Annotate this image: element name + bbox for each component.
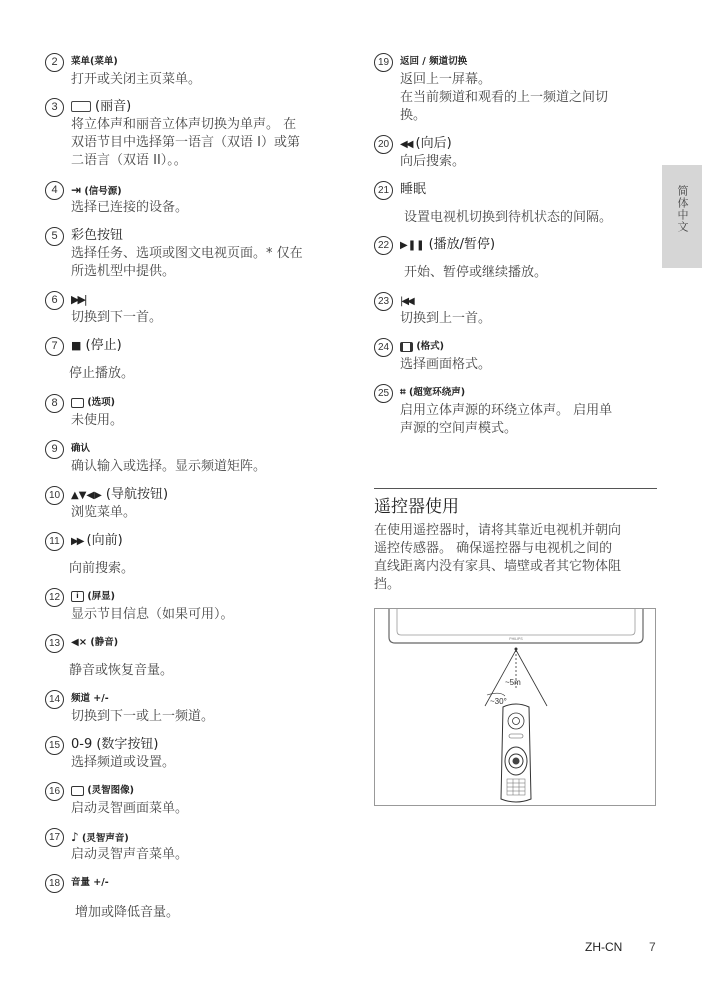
item-number: 3 <box>45 98 64 117</box>
item-desc: 选择频道或设置。 <box>71 755 176 770</box>
section-body-line: 直线距离内没有家具、墙壁或者其它物体阻 <box>374 559 622 574</box>
item-desc: 浏览菜单。 <box>71 505 137 520</box>
item-number: 5 <box>45 227 64 246</box>
item-title: (信号源) <box>84 186 122 197</box>
section-body-line: 在使用遥控器时，请将其靠近电视机并朝向 <box>374 523 622 538</box>
mono-stereo-icon <box>71 101 91 112</box>
play-pause-icon: ▶❚❚ <box>400 240 425 251</box>
item-title: 睡眠 <box>400 182 427 197</box>
item-number: 7 <box>45 337 64 356</box>
item-number: 2 <box>45 53 64 72</box>
item-title: 频道 +/- <box>71 693 109 704</box>
item-number: 25 <box>374 384 393 403</box>
item-desc: 向后搜索。 <box>400 154 466 169</box>
language-tab <box>662 165 702 268</box>
section-divider <box>374 488 657 489</box>
item-desc: 切换到下一或上一频道。 <box>71 709 215 724</box>
item-number: 21 <box>374 181 393 200</box>
format-icon <box>400 342 413 352</box>
item-title: (静音) <box>90 637 119 648</box>
item-number: 11 <box>45 532 64 551</box>
navigation-arrows-icon: ▲▼◀▶ <box>71 490 102 501</box>
item-number: 4 <box>45 181 64 200</box>
item-number: 15 <box>45 736 64 755</box>
item-number: 20 <box>374 135 393 154</box>
angle-arc <box>487 693 505 696</box>
item-title: (灵智声音) <box>81 833 129 844</box>
item-desc: 静音或恢复音量。 <box>69 663 174 678</box>
item-desc: 选择任务、选项或图文电视页面。* 仅在 <box>71 246 303 261</box>
stop-icon: ■ <box>71 339 82 352</box>
remote-control-drawing <box>501 704 531 802</box>
item-desc: 切换到下一首。 <box>71 310 163 325</box>
item-title: (屏显) <box>87 591 115 602</box>
item-title: (丽音) <box>95 99 132 114</box>
item-number: 22 <box>374 236 393 255</box>
info-icon: i <box>71 591 84 602</box>
item-title: (向后) <box>415 136 452 151</box>
item-desc: 显示节目信息（如果可用）。 <box>71 607 234 622</box>
tv-remote-diagram <box>375 609 656 806</box>
item-number: 16 <box>45 782 64 801</box>
section-body <box>374 522 654 594</box>
item-desc: 启动灵智声音菜单。 <box>71 847 189 862</box>
smart-picture-icon <box>71 786 84 796</box>
item-desc: 停止播放。 <box>69 366 135 381</box>
tv-screen <box>397 609 635 635</box>
item-desc: 双语节目中选择第一语言（双语 I）或第 <box>71 135 300 150</box>
item-title: (超宽环绕声) <box>408 387 466 398</box>
item-desc: 向前搜索。 <box>69 561 135 576</box>
section-body-line: 遥控传感器。 确保遥控器与电视机之间的 <box>374 541 613 556</box>
source-icon: ⇥ <box>71 183 82 197</box>
item-title: 确认 <box>71 443 91 454</box>
footer-language-code: ZH-CN <box>585 940 623 954</box>
item-number: 24 <box>374 338 393 357</box>
tv-brand: PHILIPS <box>509 637 523 641</box>
item-desc: 未使用。 <box>71 413 124 428</box>
item-desc: 所选机型中提供。 <box>71 264 176 279</box>
surround-icon: ⌗ <box>400 387 406 398</box>
item-desc: 返回上一屏幕。 <box>400 72 492 87</box>
item-desc: 增加或降低音量。 <box>75 905 180 920</box>
forward-icon: ▶▶ <box>71 536 83 547</box>
item-number: 6 <box>45 291 64 310</box>
item-number: 13 <box>45 634 64 653</box>
item-title: (选项) <box>87 397 115 408</box>
section-title: 遥控器使用 <box>374 497 459 517</box>
item-title: (停止) <box>85 338 122 353</box>
item-title: 菜单(菜单) <box>71 56 118 67</box>
item-number: 17 <box>45 828 64 847</box>
item-title: 返回 / 频道切换 <box>400 56 468 67</box>
item-number: 18 <box>45 874 64 893</box>
item-title: (格式) <box>416 341 444 352</box>
section-body-line: 挡。 <box>374 577 401 592</box>
angle-label: ~30° <box>490 697 507 706</box>
item-desc: 打开或关闭主页菜单。 <box>71 72 202 87</box>
item-desc: 选择已连接的设备。 <box>71 200 189 215</box>
item-desc: 切换到上一首。 <box>400 311 492 326</box>
item-desc: 确认输入或选择。显示频道矩阵。 <box>71 459 267 474</box>
item-number: 23 <box>374 292 393 311</box>
item-title: (向前) <box>86 533 123 548</box>
item-title: 0-9 (数字按钮) <box>71 737 159 752</box>
item-desc: 二语言（双语 II）。。 <box>71 153 187 168</box>
options-icon <box>71 398 84 408</box>
smart-sound-icon: ♪ <box>71 830 79 844</box>
item-title: (播放/暂停) <box>428 237 496 252</box>
item-number: 12 <box>45 588 64 607</box>
item-desc: 开始、暂停或继续播放。 <box>404 265 548 280</box>
item-desc: 将立体声和丽音立体声切换为单声。 在 <box>71 117 297 132</box>
item-desc: 换。 <box>400 108 427 123</box>
next-track-icon: ▶▶| <box>71 293 86 306</box>
item-title: 彩色按钮 <box>71 228 124 243</box>
item-desc: 选择画面格式。 <box>400 357 492 372</box>
item-number: 14 <box>45 690 64 709</box>
item-title: (导航按钮) <box>105 487 169 502</box>
item-number: 10 <box>45 486 64 505</box>
mute-icon: ◀× <box>71 637 88 648</box>
item-title: (灵智图像) <box>87 785 134 796</box>
item-desc: 启动灵智画面菜单。 <box>71 801 189 816</box>
rewind-icon: ◀◀ <box>400 139 412 150</box>
previous-track-icon: |◀◀ <box>400 296 413 307</box>
item-desc: 声源的空间声模式。 <box>400 421 518 436</box>
distance-label: ~5m <box>505 678 521 687</box>
item-title: 音量 +/- <box>71 877 109 888</box>
item-number: 8 <box>45 394 64 413</box>
item-desc: 启用立体声源的环绕立体声。 启用单 <box>400 403 613 418</box>
page-number: 7 <box>649 940 656 954</box>
item-number: 9 <box>45 440 64 459</box>
item-desc: 设置电视机切换到待机状态的间隔。 <box>404 210 613 225</box>
item-desc: 在当前频道和观看的上一频道之间切 <box>400 90 609 105</box>
language-tab-label: 简体中文 <box>676 185 689 233</box>
item-number: 19 <box>374 53 393 72</box>
remote-usage-illustration <box>374 608 656 806</box>
